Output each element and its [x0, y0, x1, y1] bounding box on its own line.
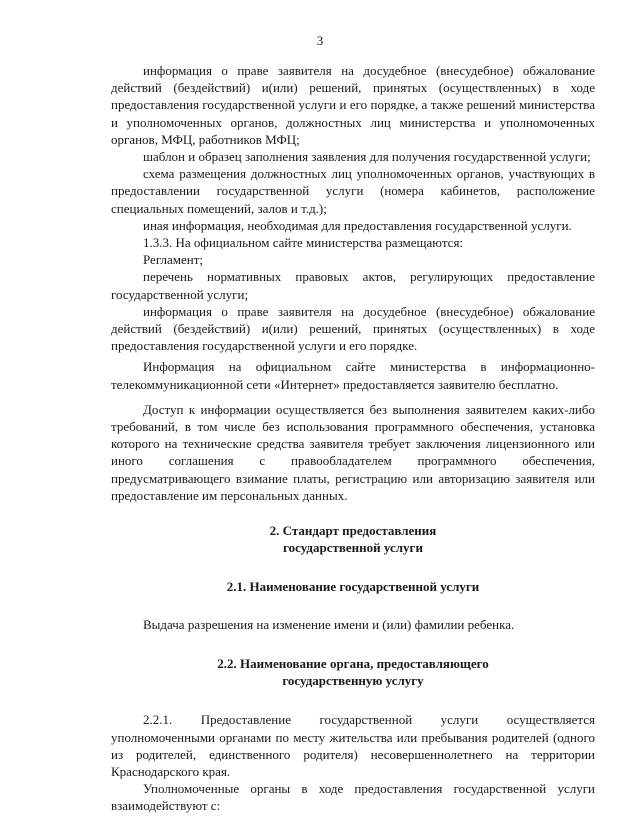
- paragraph-layout-scheme: схема размещения должностных лиц уполномоченных органов, участвующих в предоставлении государственной услуги (номера кабинетов, расположение специальных помещений, залов и т.д.);: [111, 166, 595, 216]
- paragraph-other-info: иная информация, необходимая для предоставления государственной услуги.: [143, 217, 572, 233]
- section-2-2-heading-line2: государственную услугу: [282, 673, 424, 689]
- paragraph-1-3-3: 1.3.3. На официальном сайте министерства размещаются:: [143, 235, 464, 251]
- paragraph-legal-acts: перечень нормативных правовых актов, регулирующих предоставление государственной услуги;: [111, 269, 595, 302]
- section-2-heading-line1: 2. Стандарт предоставления: [269, 523, 437, 539]
- paragraph-reglament: Регламент;: [143, 252, 204, 268]
- section-2-2-heading-line1: 2.2. Наименование органа, предоставляющего: [217, 655, 489, 671]
- page-number: 3: [316, 33, 324, 48]
- paragraph-access: Доступ к информации осуществляется без выполнения заявителем каких-либо требований, в том числе без использования программного обеспечения, установка которого на технические средства заявителя требует заключения лицензионного или иного соглашения с правообладателем программного обеспечения, предусматривающего взимание платы, регистрацию или авторизацию заявителя или предоставление им персональных данных.: [111, 401, 595, 503]
- paragraph-free-info: Информация на официальном сайте министерства в информационно-телекоммуникационной сети «Интернет» предоставляется заявителю бесплатно.: [111, 359, 595, 392]
- paragraph-appeal-info-site: информация о праве заявителя на досудебное (внесудебное) обжалование действий (бездействий) и(или) решений, принятых (осуществленных) в ходе предоставления государственной услуги и его порядке.: [111, 303, 595, 354]
- paragraph-interaction: Уполномоченные органы в ходе предоставления государственной услуги взаимодействуют с:: [111, 781, 595, 814]
- paragraph-appeal-info: информация о праве заявителя на досудебное (внесудебное) обжалование действий (бездействий) и(или) решений, принятых (осуществленных) в ходе предоставления государственной услуги и его порядке, а также решений министерства и уполномоченных органов, должностных лиц министерства и уполномоченных органов, МФЦ, работников МФЦ;: [111, 63, 595, 147]
- section-2-1-heading: 2.1. Наименование государственной услуги: [226, 579, 480, 595]
- section-2-heading: [111, 522, 595, 556]
- document-body: [111, 62, 595, 815]
- section-2-heading-line2: государственной услуги: [283, 540, 423, 556]
- paragraph-2-2-1: 2.2.1. Предоставление государственной услуги осуществляется уполномоченными органами по месту жительства или пребывания родителей (одного из родителей, единственного родителя) несовершеннолетнего на территории Краснодарского края.: [111, 712, 595, 779]
- section-2-1-text: Выдача разрешения на изменение имени и (или) фамилии ребенка.: [143, 616, 515, 632]
- paragraph-template: шаблон и образец заполнения заявления для получения государственной услуги;: [143, 149, 591, 165]
- section-2-2-heading: [111, 655, 595, 689]
